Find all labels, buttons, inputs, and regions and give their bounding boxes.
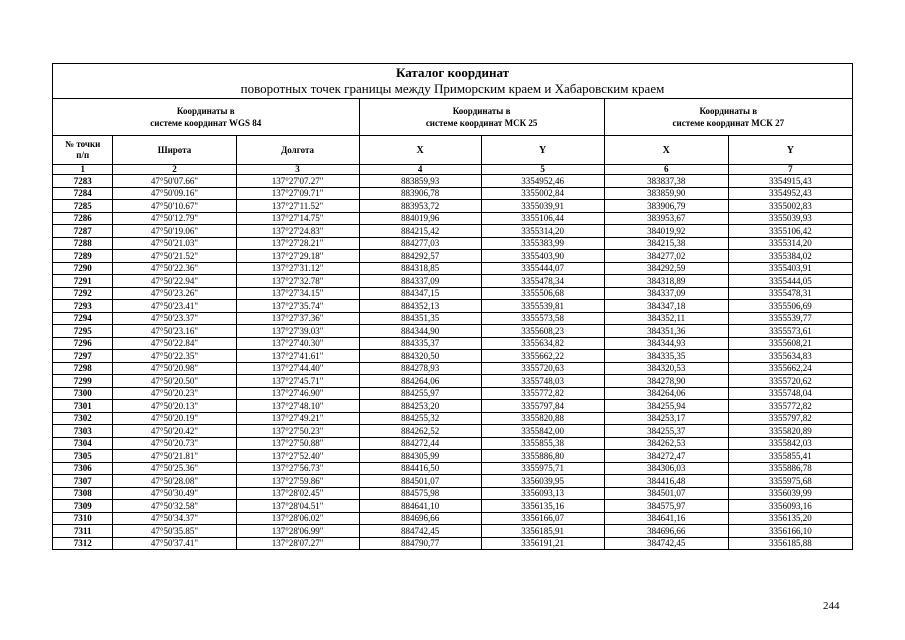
cell-x-msk27: 384337,09 <box>604 287 728 300</box>
cell-y-msk25: 3356093,13 <box>481 487 604 500</box>
table-row <box>53 512 853 525</box>
cell-longitude: 137°27'46.90" <box>236 387 359 400</box>
cell-longitude: 137°27'24.83" <box>236 225 359 238</box>
table-subtitle: поворотных точек границы между Приморским краем и Хабаровским краем <box>240 81 665 96</box>
cell-x-msk27: 384318,89 <box>604 275 728 288</box>
cell-point-number: 7306 <box>53 462 113 475</box>
cell-longitude: 137°27'39.03" <box>236 325 359 338</box>
col-header-lat: Широта <box>113 136 236 165</box>
col-header-lon: Долгота <box>236 136 359 165</box>
cell-y-msk25: 3354952,46 <box>481 175 604 188</box>
cell-x-msk25: 884019,96 <box>359 212 481 225</box>
cell-y-msk27: 3355975,68 <box>728 475 852 488</box>
cell-x-msk25: 884335,37 <box>359 337 481 350</box>
cell-longitude: 137°27'37.36" <box>236 312 359 325</box>
cell-x-msk27: 384501,07 <box>604 487 728 500</box>
table-row <box>53 425 853 438</box>
table-row <box>53 275 853 288</box>
cell-x-msk25: 883953,72 <box>359 200 481 213</box>
cell-latitude: 47°50'32.58" <box>113 500 236 513</box>
cell-x-msk25: 884255,32 <box>359 412 481 425</box>
cell-y-msk25: 3355403,90 <box>481 250 604 263</box>
column-number: 1 <box>53 165 113 175</box>
cell-y-msk25: 3355478,34 <box>481 275 604 288</box>
cell-y-msk25: 3356166,07 <box>481 512 604 525</box>
cell-x-msk27: 384335,35 <box>604 350 728 363</box>
column-number: 4 <box>359 165 481 175</box>
cell-latitude: 47°50'12.79" <box>113 212 236 225</box>
cell-latitude: 47°50'20.73" <box>113 437 236 450</box>
group-label-msk25: Координаты в системе координат МСК 25 <box>425 106 538 128</box>
cell-y-msk25: 3356135,16 <box>481 500 604 513</box>
table-row <box>53 450 853 463</box>
cell-y-msk27: 3355855,41 <box>728 450 852 463</box>
cell-y-msk27: 3355820,89 <box>728 425 852 438</box>
cell-point-number: 7295 <box>53 325 113 338</box>
cell-longitude: 137°27'48.10" <box>236 400 359 413</box>
group-header-msk25 <box>359 99 604 136</box>
cell-x-msk27: 384253,17 <box>604 412 728 425</box>
table-row <box>53 250 853 263</box>
cell-y-msk27: 3356039,99 <box>728 487 852 500</box>
cell-x-msk25: 883859,93 <box>359 175 481 188</box>
cell-point-number: 7291 <box>53 275 113 288</box>
cell-x-msk27: 384344,93 <box>604 337 728 350</box>
cell-x-msk25: 883906,78 <box>359 187 481 200</box>
cell-latitude: 47°50'28.08" <box>113 475 236 488</box>
cell-point-number: 7301 <box>53 400 113 413</box>
cell-latitude: 47°50'37.41" <box>113 537 236 550</box>
cell-x-msk25: 884215,42 <box>359 225 481 238</box>
cell-y-msk27: 3355478,31 <box>728 287 852 300</box>
column-number: 2 <box>113 165 236 175</box>
cell-latitude: 47°50'10.67" <box>113 200 236 213</box>
cell-latitude: 47°50'20.23" <box>113 387 236 400</box>
cell-y-msk27: 3355106,42 <box>728 225 852 238</box>
cell-x-msk25: 884272,44 <box>359 437 481 450</box>
cell-point-number: 7312 <box>53 537 113 550</box>
cell-y-msk27: 3355634,83 <box>728 350 852 363</box>
cell-point-number: 7296 <box>53 337 113 350</box>
cell-point-number: 7308 <box>53 487 113 500</box>
cell-x-msk27: 384264,06 <box>604 387 728 400</box>
cell-x-msk25: 884352,13 <box>359 300 481 313</box>
cell-y-msk27: 3354952,43 <box>728 187 852 200</box>
cell-y-msk27: 3355573,61 <box>728 325 852 338</box>
cell-latitude: 47°50'21.52" <box>113 250 236 263</box>
col-header-point-label: № точки п/п <box>65 139 101 160</box>
cell-latitude: 47°50'22.84" <box>113 337 236 350</box>
cell-y-msk27: 3355002,83 <box>728 200 852 213</box>
cell-y-msk27: 3355403,91 <box>728 262 852 275</box>
cell-latitude: 47°50'22.36" <box>113 262 236 275</box>
cell-y-msk25: 3355975,71 <box>481 462 604 475</box>
table-row <box>53 200 853 213</box>
cell-latitude: 47°50'30.49" <box>113 487 236 500</box>
cell-longitude: 137°27'32.78" <box>236 275 359 288</box>
cell-x-msk27: 384416,48 <box>604 475 728 488</box>
cell-y-msk27: 3355886,78 <box>728 462 852 475</box>
cell-latitude: 47°50'23.41" <box>113 300 236 313</box>
table-row <box>53 262 853 275</box>
cell-latitude: 47°50'20.13" <box>113 400 236 413</box>
cell-point-number: 7309 <box>53 500 113 513</box>
cell-y-msk25: 3355842,00 <box>481 425 604 438</box>
coordinate-rows <box>53 175 853 550</box>
cell-point-number: 7294 <box>53 312 113 325</box>
cell-longitude: 137°27'09.71" <box>236 187 359 200</box>
cell-y-msk25: 3355886,80 <box>481 450 604 463</box>
table-row <box>53 500 853 513</box>
cell-x-msk25: 884292,57 <box>359 250 481 263</box>
cell-y-msk25: 3355002,84 <box>481 187 604 200</box>
cell-x-msk27: 384742,45 <box>604 537 728 550</box>
table-row <box>53 437 853 450</box>
cell-y-msk25: 3355820,88 <box>481 412 604 425</box>
cell-x-msk27: 384320,53 <box>604 362 728 375</box>
col-header-y-msk27: Y <box>728 136 852 165</box>
cell-y-msk25: 3355662,22 <box>481 350 604 363</box>
cell-point-number: 7283 <box>53 175 113 188</box>
table-row <box>53 537 853 550</box>
cell-y-msk27: 3355797,82 <box>728 412 852 425</box>
table-row <box>53 287 853 300</box>
cell-x-msk27: 384351,36 <box>604 325 728 338</box>
coordinate-catalog-sheet <box>52 63 853 550</box>
cell-x-msk27: 384575,97 <box>604 500 728 513</box>
cell-longitude: 137°27'40.30" <box>236 337 359 350</box>
cell-y-msk27: 3355772,82 <box>728 400 852 413</box>
cell-x-msk25: 884264,06 <box>359 375 481 388</box>
cell-point-number: 7286 <box>53 212 113 225</box>
cell-longitude: 137°27'11.52" <box>236 200 359 213</box>
cell-longitude: 137°27'29.18" <box>236 250 359 263</box>
table-row <box>53 412 853 425</box>
cell-point-number: 7307 <box>53 475 113 488</box>
cell-y-msk25: 3355314,20 <box>481 225 604 238</box>
cell-x-msk25: 884351,35 <box>359 312 481 325</box>
cell-latitude: 47°50'25.36" <box>113 462 236 475</box>
cell-x-msk27: 384215,38 <box>604 237 728 250</box>
cell-x-msk25: 884253,20 <box>359 400 481 413</box>
cell-point-number: 7310 <box>53 512 113 525</box>
table-row <box>53 525 853 538</box>
cell-point-number: 7297 <box>53 350 113 363</box>
cell-point-number: 7289 <box>53 250 113 263</box>
table-row <box>53 375 853 388</box>
cell-point-number: 7293 <box>53 300 113 313</box>
cell-point-number: 7292 <box>53 287 113 300</box>
cell-longitude: 137°27'07.27" <box>236 175 359 188</box>
cell-point-number: 7304 <box>53 437 113 450</box>
cell-latitude: 47°50'22.35" <box>113 350 236 363</box>
table-row <box>53 312 853 325</box>
cell-point-number: 7305 <box>53 450 113 463</box>
cell-y-msk27: 3355384,02 <box>728 250 852 263</box>
cell-x-msk25: 884641,10 <box>359 500 481 513</box>
cell-longitude: 137°27'56.73" <box>236 462 359 475</box>
cell-latitude: 47°50'20.19" <box>113 412 236 425</box>
cell-y-msk27: 3355720,62 <box>728 375 852 388</box>
cell-point-number: 7311 <box>53 525 113 538</box>
cell-y-msk27: 3355748,04 <box>728 387 852 400</box>
cell-x-msk25: 884347,15 <box>359 287 481 300</box>
cell-x-msk27: 384278,90 <box>604 375 728 388</box>
group-header-msk27 <box>604 99 852 136</box>
cell-y-msk25: 3355444,07 <box>481 262 604 275</box>
cell-y-msk27: 3354915,43 <box>728 175 852 188</box>
cell-longitude: 137°27'14.75" <box>236 212 359 225</box>
cell-longitude: 137°27'44.40" <box>236 362 359 375</box>
cell-longitude: 137°28'07.27" <box>236 537 359 550</box>
cell-x-msk25: 884305,99 <box>359 450 481 463</box>
cell-x-msk27: 384262,53 <box>604 437 728 450</box>
cell-longitude: 137°27'41.61" <box>236 350 359 363</box>
cell-x-msk27: 384641,16 <box>604 512 728 525</box>
cell-latitude: 47°50'21.81" <box>113 450 236 463</box>
col-header-x-msk25: X <box>359 136 481 165</box>
cell-longitude: 137°27'28.21" <box>236 237 359 250</box>
cell-x-msk27: 384255,37 <box>604 425 728 438</box>
group-label-msk27: Координаты в системе координат МСК 27 <box>672 106 785 128</box>
page-number: 244 <box>823 600 840 612</box>
table-title: Каталог координат <box>395 65 509 80</box>
cell-longitude: 137°27'50.88" <box>236 437 359 450</box>
cell-x-msk25: 884344,90 <box>359 325 481 338</box>
cell-point-number: 7288 <box>53 237 113 250</box>
cell-y-msk27: 3355506,69 <box>728 300 852 313</box>
cell-x-msk27: 384277,02 <box>604 250 728 263</box>
cell-longitude: 137°27'35.74" <box>236 300 359 313</box>
cell-longitude: 137°27'45.71" <box>236 375 359 388</box>
cell-y-msk25: 3356185,91 <box>481 525 604 538</box>
cell-x-msk25: 884320,50 <box>359 350 481 363</box>
cell-x-msk25: 884278,93 <box>359 362 481 375</box>
cell-latitude: 47°50'20.98" <box>113 362 236 375</box>
cell-point-number: 7285 <box>53 200 113 213</box>
cell-x-msk27: 384306,03 <box>604 462 728 475</box>
cell-y-msk25: 3356039,95 <box>481 475 604 488</box>
cell-y-msk25: 3355634,82 <box>481 337 604 350</box>
cell-longitude: 137°27'34.15" <box>236 287 359 300</box>
column-number: 6 <box>604 165 728 175</box>
cell-point-number: 7298 <box>53 362 113 375</box>
cell-y-msk27: 3355314,20 <box>728 237 852 250</box>
cell-x-msk25: 884575,98 <box>359 487 481 500</box>
cell-longitude: 137°28'06.02" <box>236 512 359 525</box>
coordinate-table <box>52 63 853 550</box>
column-number: 5 <box>481 165 604 175</box>
cell-x-msk27: 384292,59 <box>604 262 728 275</box>
column-number-row <box>53 165 853 175</box>
cell-y-msk25: 3355720,63 <box>481 362 604 375</box>
cell-x-msk25: 884255,97 <box>359 387 481 400</box>
cell-y-msk27: 3356093,16 <box>728 500 852 513</box>
cell-latitude: 47°50'23.37" <box>113 312 236 325</box>
cell-y-msk27: 3356166,10 <box>728 525 852 538</box>
cell-latitude: 47°50'19.06" <box>113 225 236 238</box>
cell-y-msk25: 3355772,82 <box>481 387 604 400</box>
table-row <box>53 325 853 338</box>
cell-x-msk25: 884337,09 <box>359 275 481 288</box>
cell-y-msk27: 3355539,77 <box>728 312 852 325</box>
table-row <box>53 487 853 500</box>
cell-longitude: 137°28'02.45" <box>236 487 359 500</box>
cell-point-number: 7300 <box>53 387 113 400</box>
cell-y-msk25: 3355748,03 <box>481 375 604 388</box>
cell-y-msk25: 3355039,91 <box>481 200 604 213</box>
cell-y-msk27: 3355842,03 <box>728 437 852 450</box>
column-number: 7 <box>728 165 852 175</box>
cell-y-msk27: 3356185,88 <box>728 537 852 550</box>
table-row <box>53 300 853 313</box>
cell-y-msk25: 3355506,68 <box>481 287 604 300</box>
table-row <box>53 212 853 225</box>
group-header-wgs84 <box>53 99 360 136</box>
table-row <box>53 400 853 413</box>
cell-longitude: 137°27'59.86" <box>236 475 359 488</box>
cell-longitude: 137°27'52.40" <box>236 450 359 463</box>
cell-latitude: 47°50'35.85" <box>113 525 236 538</box>
cell-x-msk25: 884790,77 <box>359 537 481 550</box>
cell-y-msk25: 3355573,58 <box>481 312 604 325</box>
cell-x-msk27: 384019,92 <box>604 225 728 238</box>
cell-point-number: 7302 <box>53 412 113 425</box>
column-number: 3 <box>236 165 359 175</box>
cell-latitude: 47°50'07.66" <box>113 175 236 188</box>
cell-y-msk27: 3355662,24 <box>728 362 852 375</box>
cell-latitude: 47°50'23.26" <box>113 287 236 300</box>
col-header-y-msk25: Y <box>481 136 604 165</box>
cell-y-msk27: 3355608,21 <box>728 337 852 350</box>
table-title-cell <box>53 64 853 99</box>
cell-x-msk25: 884501,07 <box>359 475 481 488</box>
table-row <box>53 225 853 238</box>
cell-longitude: 137°27'50.23" <box>236 425 359 438</box>
cell-x-msk27: 384696,66 <box>604 525 728 538</box>
cell-x-msk25: 884416,50 <box>359 462 481 475</box>
cell-x-msk27: 383837,38 <box>604 175 728 188</box>
cell-x-msk25: 884262,52 <box>359 425 481 438</box>
cell-y-msk25: 3355383,99 <box>481 237 604 250</box>
col-header-x-msk27: X <box>604 136 728 165</box>
cell-latitude: 47°50'34.37" <box>113 512 236 525</box>
table-row <box>53 462 853 475</box>
cell-x-msk25: 884696,66 <box>359 512 481 525</box>
cell-latitude: 47°50'20.42" <box>113 425 236 438</box>
cell-x-msk27: 384347,18 <box>604 300 728 313</box>
cell-y-msk25: 3355855,38 <box>481 437 604 450</box>
cell-y-msk25: 3355539,81 <box>481 300 604 313</box>
cell-latitude: 47°50'09.16" <box>113 187 236 200</box>
cell-y-msk25: 3355608,23 <box>481 325 604 338</box>
table-row <box>53 175 853 188</box>
cell-y-msk27: 3355039,93 <box>728 212 852 225</box>
table-row <box>53 362 853 375</box>
cell-point-number: 7299 <box>53 375 113 388</box>
cell-point-number: 7290 <box>53 262 113 275</box>
cell-x-msk27: 383906,79 <box>604 200 728 213</box>
cell-point-number: 7287 <box>53 225 113 238</box>
cell-y-msk25: 3355106,44 <box>481 212 604 225</box>
cell-y-msk27: 3356135,20 <box>728 512 852 525</box>
cell-longitude: 137°28'06.99" <box>236 525 359 538</box>
cell-latitude: 47°50'23.16" <box>113 325 236 338</box>
cell-y-msk25: 3356191,21 <box>481 537 604 550</box>
group-label-wgs84: Координаты в системе координат WGS 84 <box>150 106 262 128</box>
cell-longitude: 137°28'04.51" <box>236 500 359 513</box>
cell-x-msk25: 884318,85 <box>359 262 481 275</box>
table-row <box>53 350 853 363</box>
cell-point-number: 7284 <box>53 187 113 200</box>
table-row <box>53 187 853 200</box>
table-row <box>53 337 853 350</box>
cell-latitude: 47°50'20.50" <box>113 375 236 388</box>
cell-x-msk27: 383953,67 <box>604 212 728 225</box>
cell-latitude: 47°50'21.03" <box>113 237 236 250</box>
cell-longitude: 137°27'31.12" <box>236 262 359 275</box>
table-row <box>53 387 853 400</box>
cell-x-msk27: 383859,90 <box>604 187 728 200</box>
col-header-point <box>53 136 113 165</box>
cell-x-msk27: 384272,47 <box>604 450 728 463</box>
cell-x-msk25: 884277,03 <box>359 237 481 250</box>
cell-point-number: 7303 <box>53 425 113 438</box>
cell-y-msk25: 3355797,84 <box>481 400 604 413</box>
cell-longitude: 137°27'49.21" <box>236 412 359 425</box>
cell-x-msk27: 384255,94 <box>604 400 728 413</box>
cell-x-msk27: 384352,11 <box>604 312 728 325</box>
cell-latitude: 47°50'22.94" <box>113 275 236 288</box>
cell-x-msk25: 884742,45 <box>359 525 481 538</box>
table-row <box>53 237 853 250</box>
table-row <box>53 475 853 488</box>
cell-y-msk27: 3355444,05 <box>728 275 852 288</box>
